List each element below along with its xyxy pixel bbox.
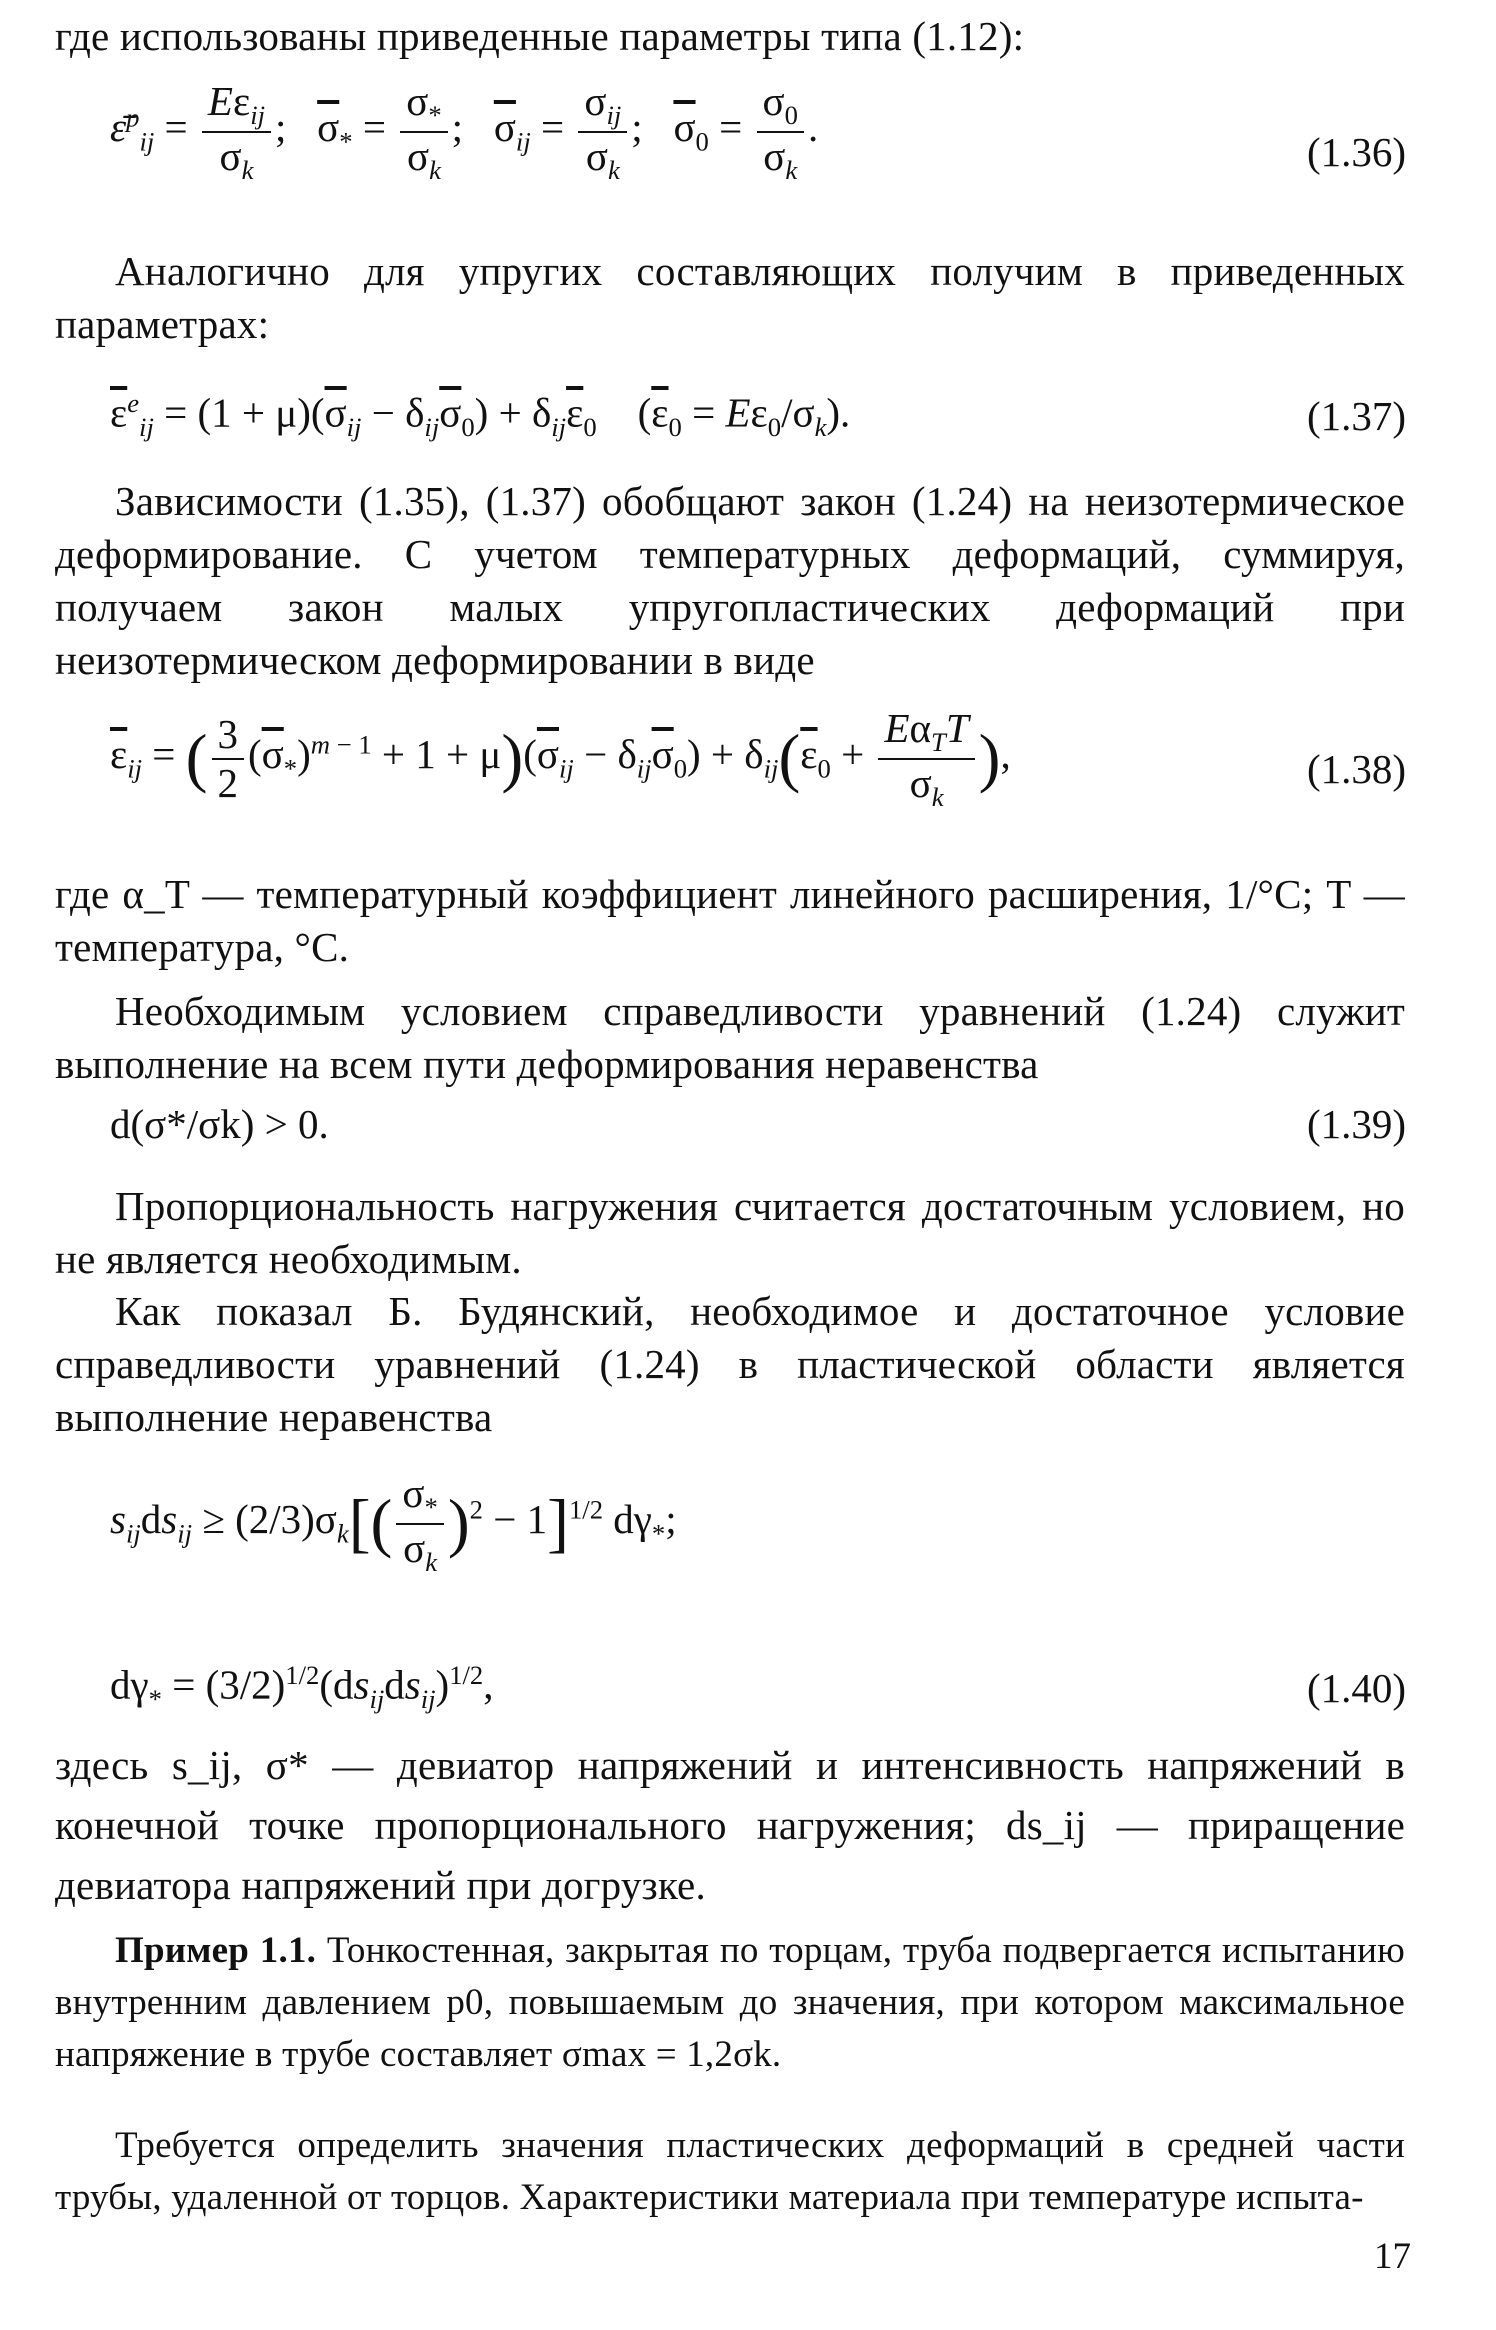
equation-number-1-36: (1.36) [1306, 129, 1406, 175]
paragraph-budiansky: Как показал Б. Будянский, необходимое и достаточное условие справедливости уравнений (1.24) в пластической области является выполнение неравенства [55, 1288, 1405, 1440]
paragraph-alpha-definition: где α_T — температурный коэффициент линейного расширения, 1/°С; T — температура, °С. [55, 871, 1405, 970]
equation-1-38: $\overline{\varepsilon}_{ij}$ = ( $\frac{3}{2}$ $(\overline{\sigma}_*)^{m - 1} + 1 + \mu)(\overline{\sigma}_{ij} - \delta_{ij}\overline{\sigma}_0) + \delta_{ij}(\overline{\varepsilon}_0$ + $\frac{E\alpha_TT}{\sigma_k}$ ), [110, 705, 1011, 813]
example-label: Пример 1.1. [115, 1930, 317, 1971]
equation-1-40-increment: $d\gamma_* = (3/2)^{1/2}(ds_{ij}ds_{ij})^{1/2}$, [110, 1660, 494, 1714]
equation-1-40-inequality: $s_{ij}ds_{ij} \ge (2/3)\sigma_k$[( $\frac{\sigma_*}{\sigma_k}$ )$^2$ − 1]$^{1/2}$ $d\gamma_*$; [110, 1470, 677, 1578]
paragraph-deviator-definition: здесь s_ij, σ* — девиатор напряжений и интенсивность напряжений в конечной точке пропорционального нагружения; ds_ij — приращение девиатора напряжений при догрузке. [55, 1742, 1405, 1908]
paragraph-nonisothermal: Зависимости (1.35), (1.37) обобщают закон (1.24) на неизотермическое деформирование. С учетом температурных деформаций, суммируя, получаем закон малых упругопластических деформаций при неизотермическом деформировании в виде [55, 478, 1405, 683]
page-number: 17 [1374, 2236, 1411, 2277]
equation-1-39: d(σ*/σk) > 0. [110, 1101, 329, 1147]
paragraph-necessary-condition: Необходимым условием справедливости уравнений (1.24) служит выполнение на всем пути деформирования неравенства [55, 988, 1405, 1087]
equation-number-1-40: (1.40) [1306, 1665, 1406, 1711]
equation-1-36: ε̄$^p_{ij}$ = $\frac{E\varepsilon_{ij}}{\sigma_k}$ ; $\overline{\sigma}_*$ = $\frac{\sigma_*}{\sigma_k}$ ; $\overline{\sigma}_{ij}$ = $\frac{\sigma_{ij}}{\sigma_k}$ ; $\overline{\sigma}_0$ = $\frac{\sigma_0}{\sigma_k}$ . [110, 78, 819, 186]
equation-number-1-38: (1.38) [1306, 746, 1406, 792]
paragraph-proportionality: Пропорциональность нагружения считается достаточным условием, но не является необходимым. [55, 1183, 1405, 1282]
paragraph-intro: где использованы приведенные параметры типа (1.12): [55, 13, 1025, 59]
paragraph-task: Требуется определить значения пластических деформаций в средней части трубы, удаленной от торцов. Характеристики материала при температуре испыта- [55, 2125, 1405, 2218]
equation-number-1-39: (1.39) [1306, 1101, 1406, 1147]
equation-number-1-37: (1.37) [1306, 393, 1406, 439]
example-text: Тонкостенная, закрытая по торцам, труба подвергается испытанию внутренним давлением p0, повышаемым до значения, при котором максимальное напряжение в трубе составляет σmax = 1,2σk. [55, 1930, 1406, 2075]
example-paragraph [55, 1925, 1405, 2081]
paragraph-elastic: Аналогично для упругих составляющих получим в приведенных параметрах: [55, 248, 1405, 347]
equation-1-37: $\overline{\varepsilon}^e_{ij} = (1 + \mu)(\overline{\sigma}_{ij} - \delta_{ij}\overline{\sigma}_0) + \delta_{ij}\overline{\varepsilon}_0$ $(\overline{\varepsilon}_0 = E\varepsilon_0/\sigma_k)$. [110, 388, 851, 442]
